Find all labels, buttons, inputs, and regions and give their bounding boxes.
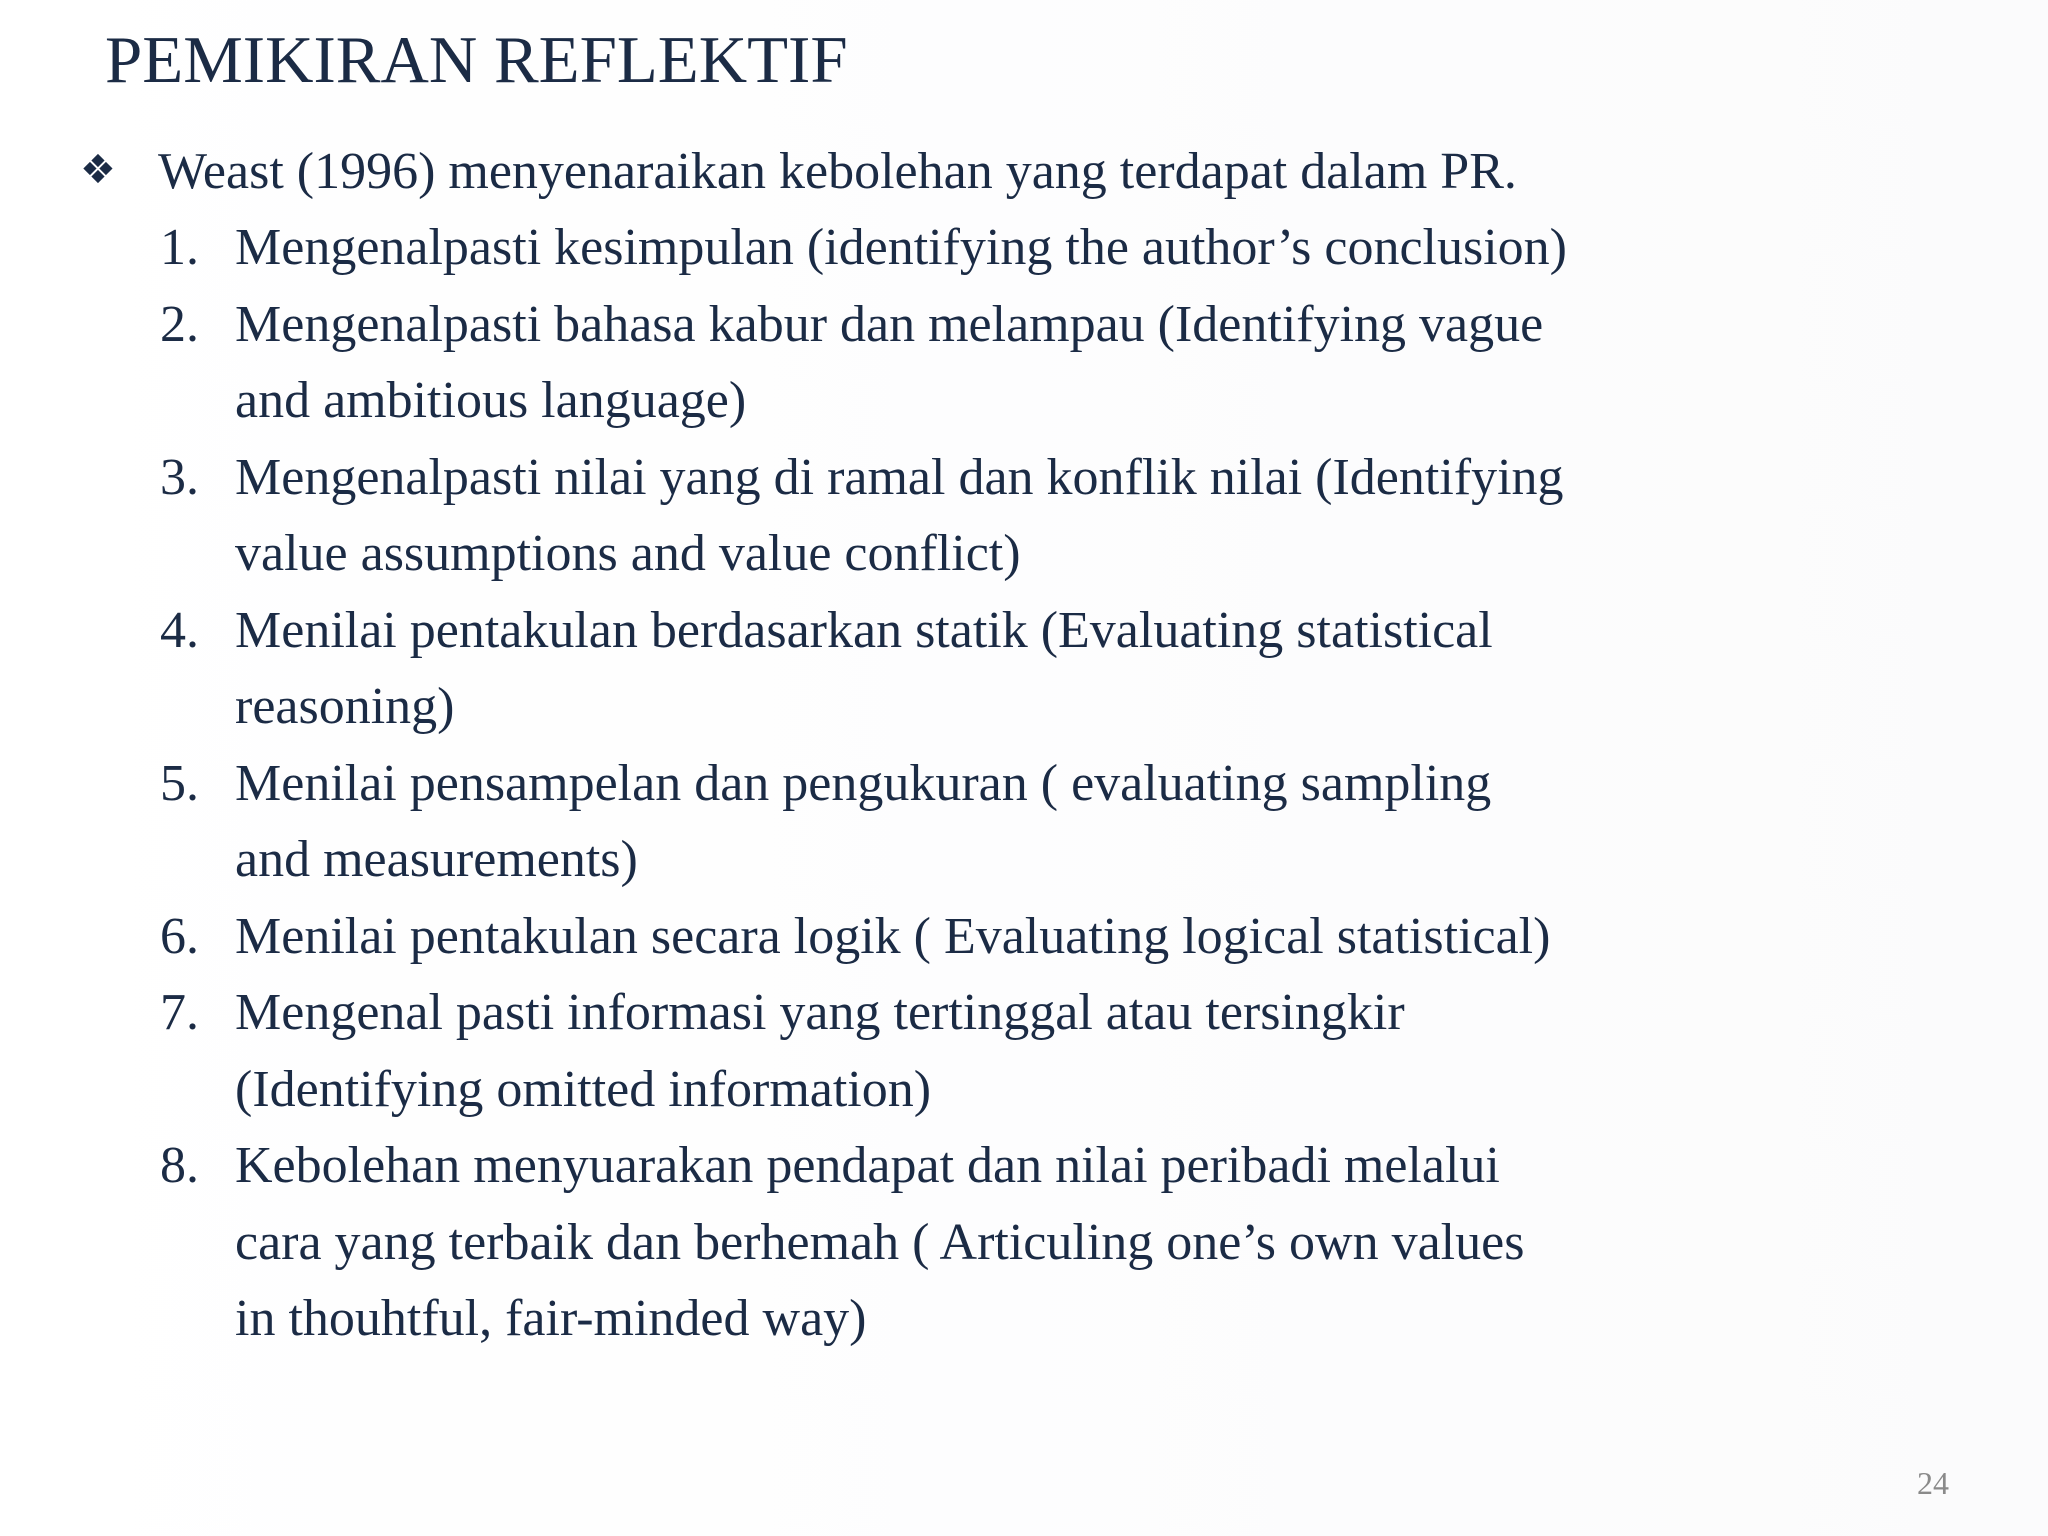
item-number: 8. (160, 1137, 199, 1194)
list-item (160, 210, 1740, 287)
item-text: Mengenalpasti bahasa kabur dan melampau (Identifying vague and ambitious language) (235, 295, 1544, 429)
item-number: 4. (160, 601, 199, 659)
item-number: 3. (160, 448, 199, 506)
diamond-cluster-icon: ❖ (80, 147, 116, 193)
list-item (160, 593, 1740, 746)
ability-list (160, 210, 1740, 1358)
list-item (160, 899, 1740, 976)
item-number: 6. (160, 907, 199, 965)
item-text: Menilai pensampelan dan pengukuran ( evaluating sampling and measurements) (235, 754, 1492, 888)
item-number: 2. (160, 295, 199, 353)
item-number: 5. (160, 754, 199, 812)
lead-text: Weast (1996) menyenaraikan kebolehan yang terdapat dalam PR. (158, 143, 1517, 200)
item-text: Menilai pentakulan secara logik ( Evaluating logical statistical) (235, 907, 1551, 965)
item-number: 7. (160, 984, 199, 1041)
item-text: Menilai pentakulan berdasarkan statik (Evaluating statistical reasoning) (235, 601, 1493, 735)
list-item (160, 1128, 1740, 1358)
item-text: Kebolehan menyuarakan pendapat dan nilai peribadi melalui cara yang terbaik dan berhemah ( Articuling one’s own values in thouhtful, fair-minded way) (235, 1137, 1525, 1347)
lead-bullet (80, 134, 1517, 210)
item-text: Mengenalpasti nilai yang di ramal dan konflik nilai (Identifying value assumptions and value conflict) (235, 448, 1564, 582)
list-item (160, 440, 1740, 593)
list-item (160, 746, 1740, 899)
slide-title: PEMIKIRAN REFLEKTIF (105, 23, 848, 97)
list-item (160, 287, 1740, 440)
item-text: Mengenalpasti kesimpulan (identifying the author’s conclusion) (235, 219, 1567, 276)
item-number: 1. (160, 219, 199, 276)
item-text: Mengenal pasti informasi yang tertinggal atau tersingkir (Identifying omitted information) (235, 984, 1405, 1118)
page-number: 24 (1917, 1465, 1949, 1501)
list-item (160, 975, 1740, 1128)
